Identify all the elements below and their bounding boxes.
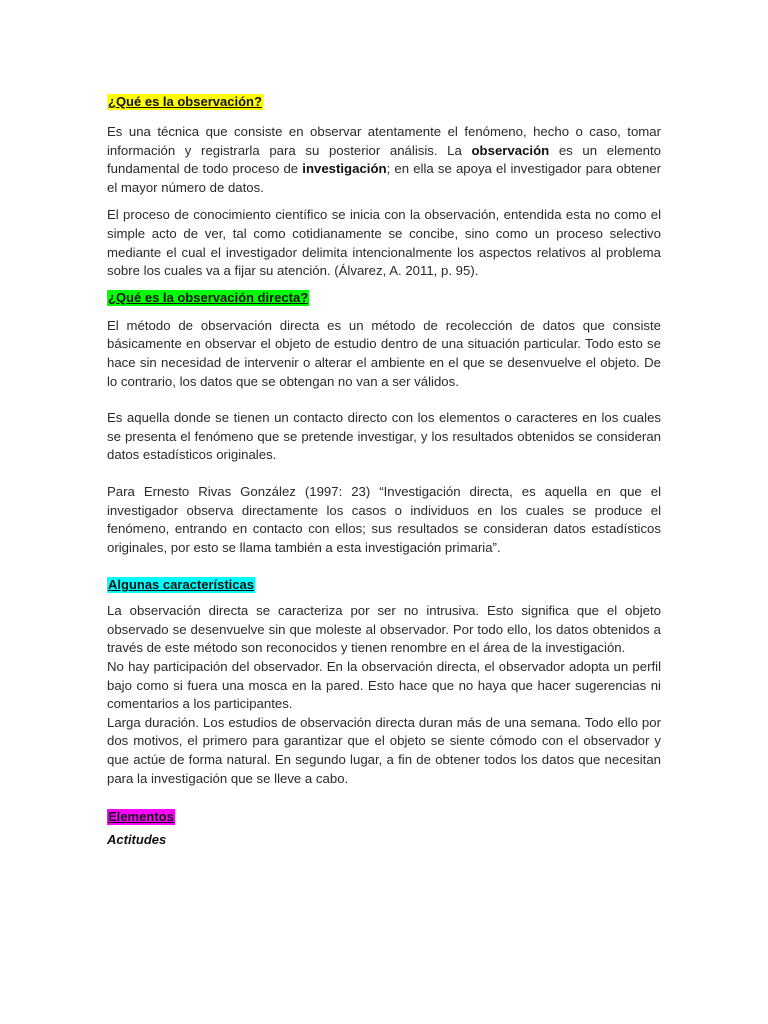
heading-que-es-observacion: ¿Qué es la observación?	[108, 94, 262, 109]
document-body	[107, 91, 661, 848]
paragraph-no-intrusiva: La observación directa se caracteriza por ser no intrusiva. Esto significa que el objeto observado se desenvuelve sin que moleste al observador. Por todo ello, los datos obtenidos a través de este método son reconocidos y tienen renombre en el área de la investigación.	[107, 603, 661, 656]
text-run: es un elemento fundamental de todo proceso de	[107, 142, 661, 177]
bold-investigacion: investigación	[302, 161, 387, 177]
paragraph-definition	[107, 123, 661, 197]
bold-observacion: observación	[471, 142, 550, 158]
paragraph-metodo: El método de observación directa es un método de recolección de datos que consiste básicamente en observar el objeto de estudio dentro de una situación particular. Todo esto se hace sin necesidad de intervenir o alterar el ambiente en el que se desenvuelve el objeto. De lo contrario, los datos que se obtengan no van a ser válidos.	[107, 317, 661, 389]
heading-caracteristicas: Algunas características	[108, 577, 254, 593]
text-run: ; en ella se apoya el investigador para obtener el mayor número de datos.	[107, 161, 661, 195]
heading-observacion-directa: ¿Qué es la observación directa?	[108, 289, 309, 305]
paragraph-proceso: El proceso de conocimiento científico se inicia con la observación, entendida esta no como el simple acto de ver, tal como cotidianamente se concibe, sino como un proceso selectivo mediante el cual el investigador delimita intencionalmente los aspectos relativos al problema sobre los cuales va a fijar su atención. (Álvarez, A. 2011, p. 95).	[107, 207, 661, 279]
characteristics-block	[107, 602, 661, 788]
text-run: Es una técnica que consiste en observar atentamente el fenómeno, hecho o caso, tomar información y registrarla para su posterior análisis. La	[107, 124, 661, 158]
paragraph-contacto: Es aquella donde se tienen un contacto directo con los elementos o caracteres en los cuales se presenta el fenómeno que se pretende investigar, y los resultados obtenidos se consideran datos estadísticos originales.	[107, 410, 661, 463]
heading-elementos: Elementos	[108, 809, 174, 825]
paragraph-no-participacion: No hay participación del observador. En la observación directa, el observador adopta un perfil bajo como si fuera una mosca en la pared. Esto hace que no haya que hacer sugerencias ni comentarios a los participantes.	[107, 659, 661, 712]
subheading-actitudes: Actitudes	[107, 832, 167, 848]
paragraph-rivas-gonzalez: Para Ernesto Rivas González (1997: 23) “Investigación directa, es aquella en que el investigador observa directamente los casos o individuos en los cuales se produce el fenómeno, entrando en contacto con ellos; sus resultados se consideran datos estadísticos originales, por esto se llama también a esta investigación primaria”.	[107, 483, 661, 555]
paragraph-larga-duracion: Larga duración. Los estudios de observación directa duran más de una semana. Todo ello por dos motivos, el primero para garantizar que el objeto se siente cómodo con el observador y que actúe de forma natural. En segundo lugar, a fin de obtener todos los datos que necesitan para la investigación que se lleve a cabo.	[107, 714, 661, 786]
